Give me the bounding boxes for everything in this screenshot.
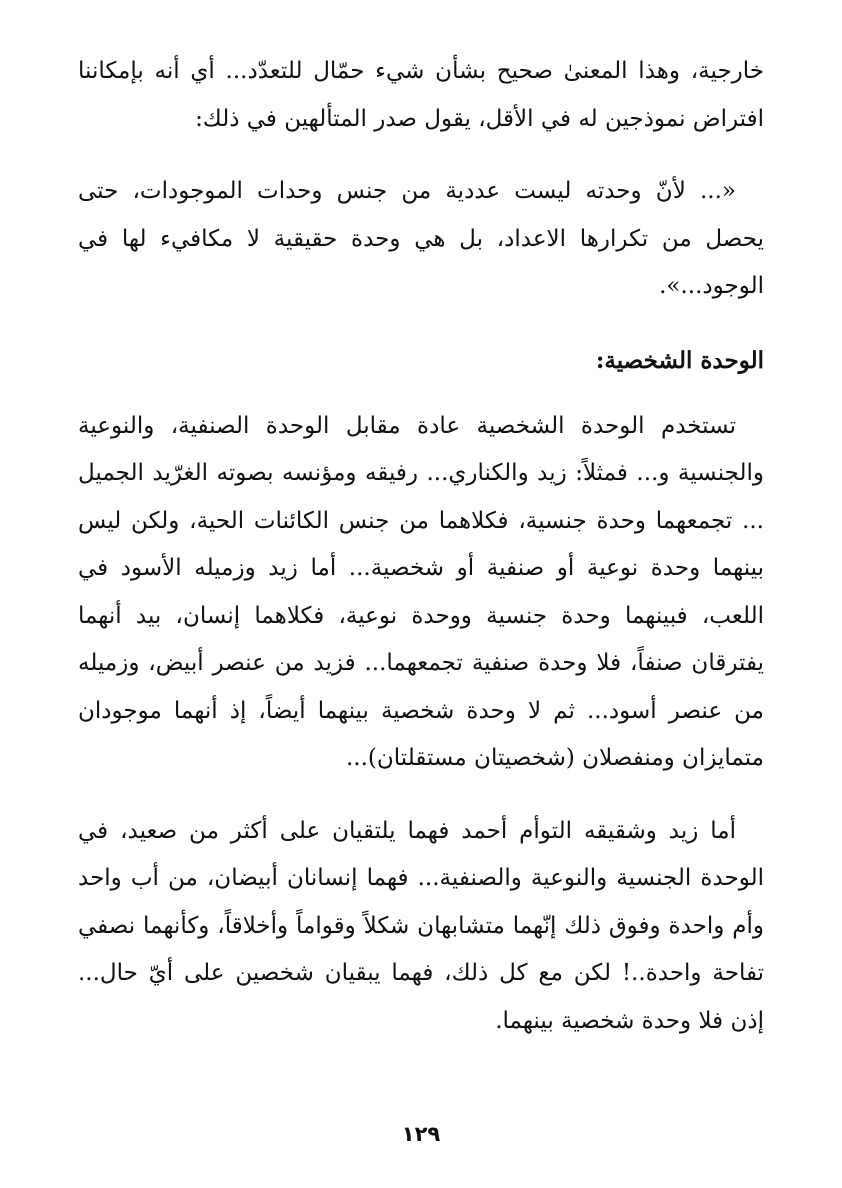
body-paragraph-1: تستخدم الوحدة الشخصية عادة مقابل الوحدة الصنفية، والنوعية والجنسية و... فمثلاً: زيد والكناري... رفيقه ومؤنسه بصوته الغرّيد الجميل ... تجمعهما وحدة جنسية، فكلاهما من جنس الكائنات الحية، ولكن ليس بينهما وحدة نوعية أو صنفية أو شخصية... أما زيد وزميله الأسود في اللعب، فبينهما وحدة جنسية ووحدة نوعية، فكلاهما إنسان، بيد أنهما يفترقان صنفاً، فلا وحدة صنفية تجمعهما... فزيد من عنصر أبيض، وزميله من عنصر أسود... ثم لا وحدة شخصية بينهما أيضاً، إذ أنهما موجودان متمايزان ومنفصلان (شخصيتان مستقلتان)... bbox=[78, 412, 764, 771]
page-number: ١٢٩ bbox=[401, 1122, 441, 1146]
book-page bbox=[78, 48, 764, 1045]
section-heading: الوحدة الشخصية: bbox=[595, 346, 764, 374]
block-quote: «... لأنّ وحدته ليست عددية من جنس وحدات الموجودات، حتى يحصل من تكرارها الاعداد، بل هي وحدة حقيقية لا مكافيء لها في الوجود...». bbox=[78, 178, 764, 299]
body-paragraph-2: أما زيد وشقيقه التوأم أحمد فهما يلتقيان على أكثر من صعيد، في الوحدة الجنسية والنوعية والصنفية... فهما إنسانان أبيضان، من أب واحد وأم واحدة وفوق ذلك إنّهما متشابهان شكلاً وقواماً وأخلاقاً، وكأنهما نصفي تفاحة واحدة..! لكن مع كل ذلك، فهما يبقيان شخصين على أيّ حال... إذن فلا وحدة شخصية بينهما. bbox=[78, 817, 764, 1034]
intro-paragraph: خارجية، وهذا المعنىٰ صحيح بشأن شيء حمّال للتعدّد... أي أنه بإمكاننا افتراض نموذجين له في الأقل، يقول صدر المتألهين في ذلك: bbox=[78, 58, 764, 132]
